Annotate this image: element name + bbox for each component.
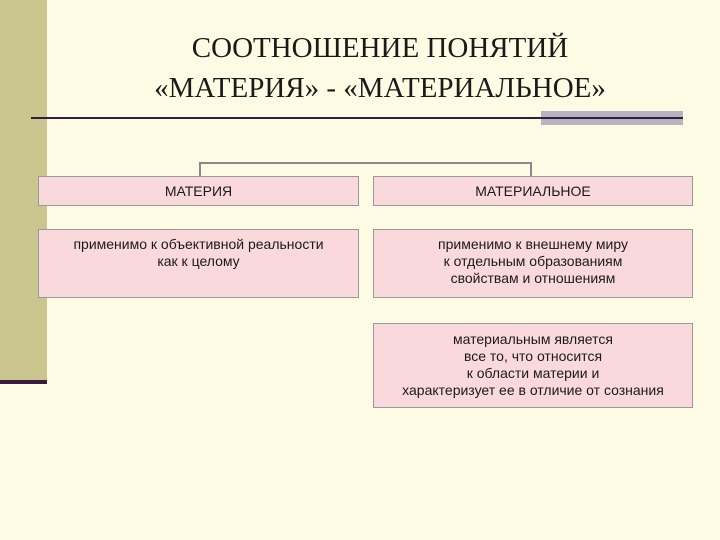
materiya-description-line: применимо к объективной реальности	[73, 236, 324, 252]
materialnoe-heading-text: МАТЕРИАЛЬНОЕ	[475, 183, 591, 199]
materialnoe-description-line: свойствам и отношениям	[450, 270, 616, 286]
connector-left-down	[199, 162, 201, 177]
box-materialnoe-definition	[373, 323, 693, 408]
materialnoe-definition-line: характеризует ее в отличие от сознания	[402, 382, 664, 398]
box-materiya-heading	[38, 176, 359, 206]
box-materialnoe-description	[373, 229, 693, 298]
materiya-heading-text: МАТЕРИЯ	[164, 183, 233, 199]
materialnoe-description-line: применимо к внешнему миру	[438, 236, 628, 252]
materialnoe-definition-line: все то, что относится	[463, 348, 603, 364]
materiya-description-line: как к целому	[157, 253, 240, 269]
materialnoe-definition-line: к области материи и	[466, 365, 600, 381]
side-bar-bottom-line	[0, 380, 47, 384]
title-line-1: СООТНОШЕНИЕ ПОНЯТИЙ	[191, 32, 569, 64]
materialnoe-description-line: к отдельным образованиям	[443, 253, 623, 269]
box-materialnoe-heading	[373, 176, 693, 206]
slide-title	[60, 28, 700, 108]
materialnoe-definition-line: материальным является	[453, 331, 613, 347]
connector-top-horizontal	[199, 162, 532, 164]
title-line-2: «МАТЕРИЯ» - «МАТЕРИАЛЬНОЕ»	[154, 72, 606, 104]
box-materiya-description	[38, 229, 359, 298]
connector-right-down	[530, 162, 532, 177]
title-underline	[31, 117, 683, 119]
